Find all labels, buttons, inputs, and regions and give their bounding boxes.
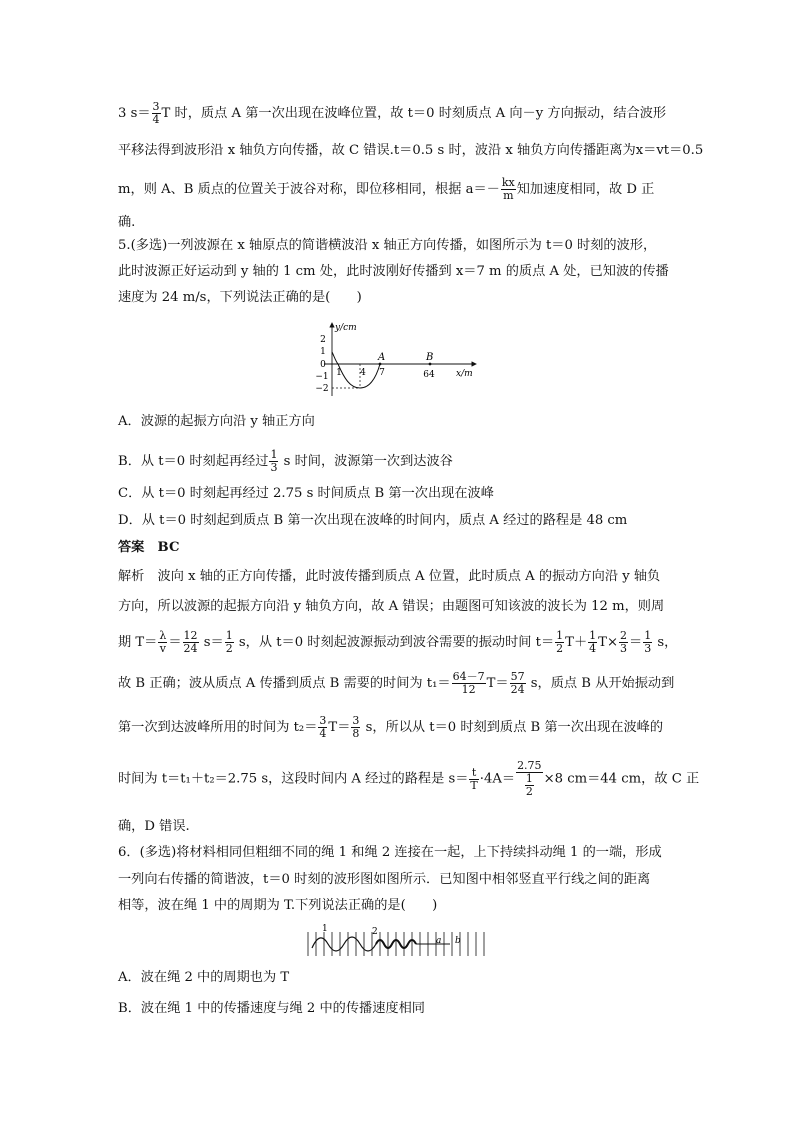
text: s，质点 B 从开始振动到 bbox=[526, 676, 675, 691]
x-tick-1: 1 bbox=[336, 368, 342, 378]
text: m，则 A、B 质点的位置关于波谷对称，即位移相同，根据 a＝－ bbox=[118, 182, 500, 197]
q5-explain-6 bbox=[118, 760, 699, 798]
q5-option-b bbox=[118, 449, 453, 474]
prev-line-2: 平移法得到波形沿 x 轴负方向传播，故 C 错误.t＝0.5 s 时，波沿 x 轴负方向传播距离为x＝vt＝0.5 bbox=[118, 143, 704, 158]
x-tick-64: 64 bbox=[423, 370, 435, 380]
text: s 时间，波源第一次到达波谷 bbox=[279, 454, 453, 469]
text: s，所以从 t＝0 时刻到质点 B 第一次出现在波峰的 bbox=[361, 720, 664, 735]
text: ＝ bbox=[168, 635, 182, 650]
q5-explain-2: 方向，所以波源的起振方向沿 y 轴负方向，故 A 错误；由题图可知该波的波长为 12 m，则周 bbox=[118, 599, 665, 614]
fraction: $\frac{64-7}{12}$ bbox=[452, 670, 485, 696]
fraction: $\frac{1}{2}$ bbox=[225, 629, 233, 655]
y-tick-1: 1 bbox=[320, 347, 326, 357]
text: 故 B 正确；波从质点 A 传播到质点 B 需要的时间为 t₁＝ bbox=[118, 676, 451, 691]
q5-option-d: D．从 t＝0 时刻起到质点 B 第一次出现在波峰的时间内，质点 A 经过的路程是 48 cm bbox=[118, 513, 628, 528]
point-b-marker bbox=[429, 363, 432, 366]
fraction: $\frac{57}{24}$ bbox=[510, 670, 525, 696]
fraction: $\frac{3}{8}$ bbox=[352, 714, 360, 740]
y-axis-label: y/cm bbox=[335, 323, 357, 333]
text: T＝ bbox=[328, 720, 351, 735]
point-b-label: b bbox=[455, 936, 461, 946]
text: ×8 cm＝44 cm，故 C 正 bbox=[543, 771, 700, 787]
fraction: $\frac{2.75}{\frac{1}{2}}$ bbox=[517, 759, 542, 798]
q5-explain-4 bbox=[118, 671, 674, 696]
text: ＝ bbox=[629, 635, 643, 650]
rope-2-label: 2 bbox=[372, 927, 378, 937]
text: 时间为 t＝t₁＋t₂＝2.75 s，这段时间内 A 经过的路程是 s＝ bbox=[118, 771, 469, 787]
q6-stem-3: 相等，波在绳 1 中的周期为 T.下列说法正确的是( ) bbox=[118, 898, 438, 913]
text: s， bbox=[653, 635, 678, 650]
text: T＋ bbox=[565, 635, 588, 650]
text: ·4A＝ bbox=[479, 771, 516, 787]
q5-wave-figure bbox=[310, 318, 490, 403]
prev-line-1 bbox=[118, 101, 666, 126]
q5-explain-7: 确，D 错误. bbox=[118, 819, 190, 834]
y-tick-0: 0 bbox=[320, 360, 326, 370]
y-tick-neg1: −1 bbox=[315, 372, 329, 382]
text: s＝ bbox=[199, 635, 224, 650]
q6-stem-2: 一列向右传播的简谐波，t＝0 时刻的波形图如图所示．已知图中相邻竖直平行线之间的距离 bbox=[118, 872, 651, 887]
y-tick-neg2: −2 bbox=[315, 384, 329, 394]
fraction: $\frac{3}{4}$ bbox=[152, 100, 160, 126]
q6-option-a: A．波在绳 2 中的周期也为 T bbox=[118, 970, 290, 985]
q5-option-a: A．波源的起振方向沿 y 轴正方向 bbox=[118, 414, 315, 429]
text: 知加速度相同，故 D 正 bbox=[516, 182, 655, 197]
fraction: $\frac{1}{3}$ bbox=[644, 629, 652, 655]
q6-option-b: B．波在绳 1 中的传播速度与绳 2 中的传播速度相同 bbox=[118, 1001, 425, 1016]
q6-rope-figure bbox=[300, 922, 500, 960]
q6-stem-1: 6．(多选)将材料相同但粗细不同的绳 1 和绳 2 连接在一起，上下持续抖动绳 1 的一端，形成 bbox=[118, 845, 662, 860]
text: T× bbox=[598, 635, 619, 650]
fraction: $\frac{3}{4}$ bbox=[319, 714, 327, 740]
q5-stem-2: 此时波源正好运动到 y 轴的 1 cm 处，此时波刚好传播到 x＝7 m 的质点 A 处，已知波的传播 bbox=[118, 264, 669, 279]
nested-fraction: $\frac{1}{2}$ bbox=[525, 772, 533, 798]
text: 期 T＝ bbox=[118, 635, 158, 650]
q5-stem-3: 速度为 24 m/s，下列说法正确的是( ) bbox=[118, 290, 362, 305]
prev-line-3 bbox=[118, 177, 654, 202]
q5-option-c: C．从 t＝0 时刻起再经过 2.75 s 时间质点 B 第一次出现在波峰 bbox=[118, 486, 494, 501]
q5-explain-5 bbox=[118, 715, 663, 740]
x-axis-label: x/m bbox=[456, 369, 473, 379]
point-a-label: A bbox=[378, 352, 386, 363]
point-a-marker bbox=[379, 363, 382, 366]
fraction: $\frac{t}{T}$ bbox=[470, 765, 478, 792]
text: T 时，质点 A 第一次出现在波峰位置，故 t＝0 时刻质点 A 向－y 方向振动，结合波形 bbox=[161, 106, 667, 121]
text: 3 s＝ bbox=[118, 106, 151, 121]
y-tick-2: 2 bbox=[320, 335, 326, 345]
fraction: $\frac{\lambda}{v}$ bbox=[159, 629, 167, 655]
fraction: $\frac{2}{3}$ bbox=[620, 629, 628, 655]
fraction: $\frac{1}{3}$ bbox=[270, 448, 278, 474]
text: B．从 t＝0 时刻起再经过 bbox=[118, 454, 269, 469]
rope-1-wave bbox=[312, 937, 376, 951]
point-b-label: B bbox=[426, 352, 434, 363]
fraction: $\frac{1}{2}$ bbox=[556, 629, 564, 655]
fraction: $\frac{kx}{m}$ bbox=[501, 176, 515, 202]
fraction: $\frac{1}{4}$ bbox=[589, 629, 597, 655]
text: 第一次到达波峰所用的时间为 t₂＝ bbox=[118, 720, 318, 735]
point-a-label: a bbox=[436, 936, 442, 946]
q5-stem-1: 5.(多选)一列波源在 x 轴原点的简谐横波沿 x 轴正方向传播，如图所示为 t＝0 时刻的波形， bbox=[118, 238, 657, 253]
x-tick-4: 4 bbox=[360, 368, 366, 378]
prev-line-4: 确. bbox=[118, 215, 136, 230]
x-tick-7: 7 bbox=[379, 368, 385, 378]
q5-explain-3 bbox=[118, 630, 677, 655]
text: T＝ bbox=[486, 676, 509, 691]
q5-explain-1: 解析 波向 x 轴的正方向传播，此时波传播到质点 A 位置，此时质点 A 的振动方向沿 y 轴负 bbox=[118, 569, 661, 584]
fraction: $\frac{12}{24}$ bbox=[183, 629, 198, 655]
q5-answer: 答案 BC bbox=[118, 540, 180, 555]
text: s，从 t＝0 时刻起波源振动到波谷需要的振动时间 t＝ bbox=[234, 635, 555, 650]
rope-1-label: 1 bbox=[322, 924, 328, 934]
